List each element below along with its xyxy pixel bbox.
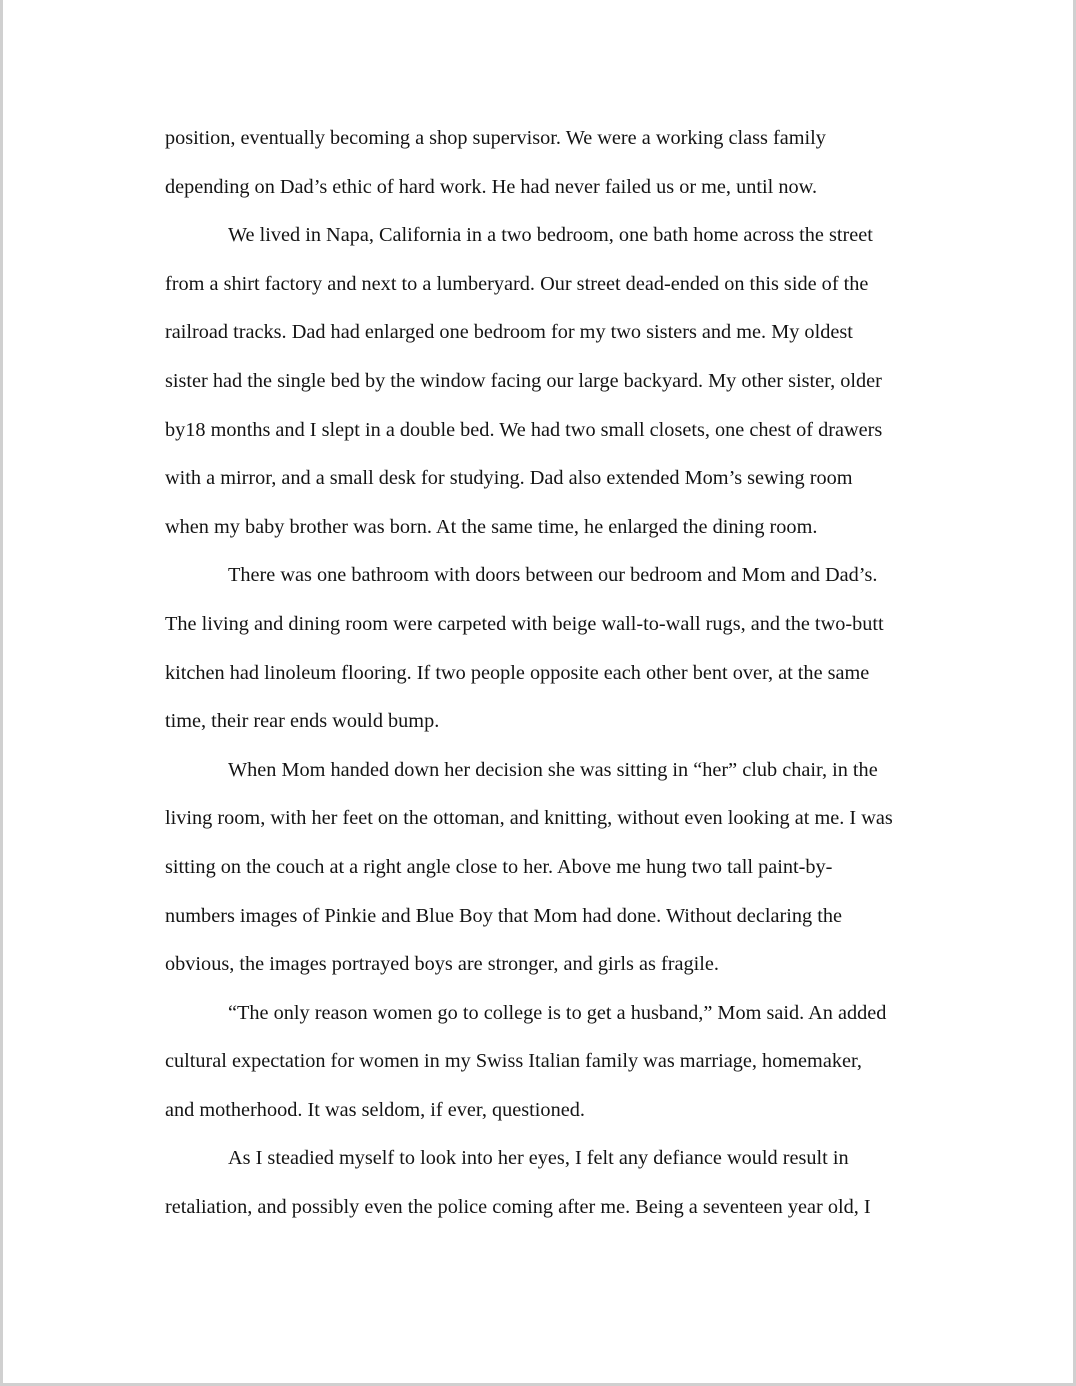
body-text (165, 114, 925, 1232)
text-line: obvious, the images portrayed boys are stronger, and girls as fragile. (165, 953, 719, 976)
paragraph-first-line: We lived in Napa, California in a two bedroom, one bath home across the street (228, 224, 873, 247)
text-line: kitchen had linoleum flooring. If two people opposite each other bent over, at the same (165, 661, 870, 684)
text-line: when my baby brother was born. At the same time, he enlarged the dining room. (165, 515, 818, 538)
text-line: living room, with her feet on the ottoman, and knitting, without even looking at me. I was (165, 807, 893, 830)
text-line: from a shirt factory and next to a lumberyard. Our street dead-ended on this side of the (165, 272, 869, 295)
paragraph-first-line: As I steadied myself to look into her eyes, I felt any defiance would result in (228, 1147, 849, 1170)
text-line: numbers images of Pinkie and Blue Boy that Mom had done. Without declaring the (165, 904, 842, 927)
paragraph-first-line: “The only reason women go to college is to get a husband,” Mom said. An added (228, 1001, 887, 1024)
text-line: cultural expectation for women in my Swiss Italian family was marriage, homemaker, (165, 1050, 862, 1073)
text-line: by18 months and I slept in a double bed. We had two small closets, one chest of drawers (165, 418, 883, 441)
text-line: with a mirror, and a small desk for studying. Dad also extended Mom’s sewing room (165, 467, 853, 490)
text-line: sitting on the couch at a right angle close to her. Above me hung two tall paint-by- (165, 855, 833, 878)
paragraph-first-line: There was one bathroom with doors between our bedroom and Mom and Dad’s. (228, 564, 878, 587)
text-line: depending on Dad’s ethic of hard work. He had never failed us or me, until now. (165, 175, 818, 198)
text-line: railroad tracks. Dad had enlarged one bedroom for my two sisters and me. My oldest (165, 321, 853, 344)
text-line: The living and dining room were carpeted with beige wall-to-wall rugs, and the two-butt (165, 612, 884, 635)
text-line: sister had the single bed by the window facing our large backyard. My other sister, older (165, 369, 882, 392)
paragraph-first-line: When Mom handed down her decision she was sitting in “her” club chair, in the (228, 758, 878, 781)
text-line: and motherhood. It was seldom, if ever, questioned. (165, 1098, 585, 1121)
text-line: position, eventually becoming a shop supervisor. We were a working class family (165, 127, 826, 149)
text-line: time, their rear ends would bump. (165, 710, 440, 733)
text-line: retaliation, and possibly even the police coming after me. Being a seventeen year old, I (165, 1196, 871, 1219)
